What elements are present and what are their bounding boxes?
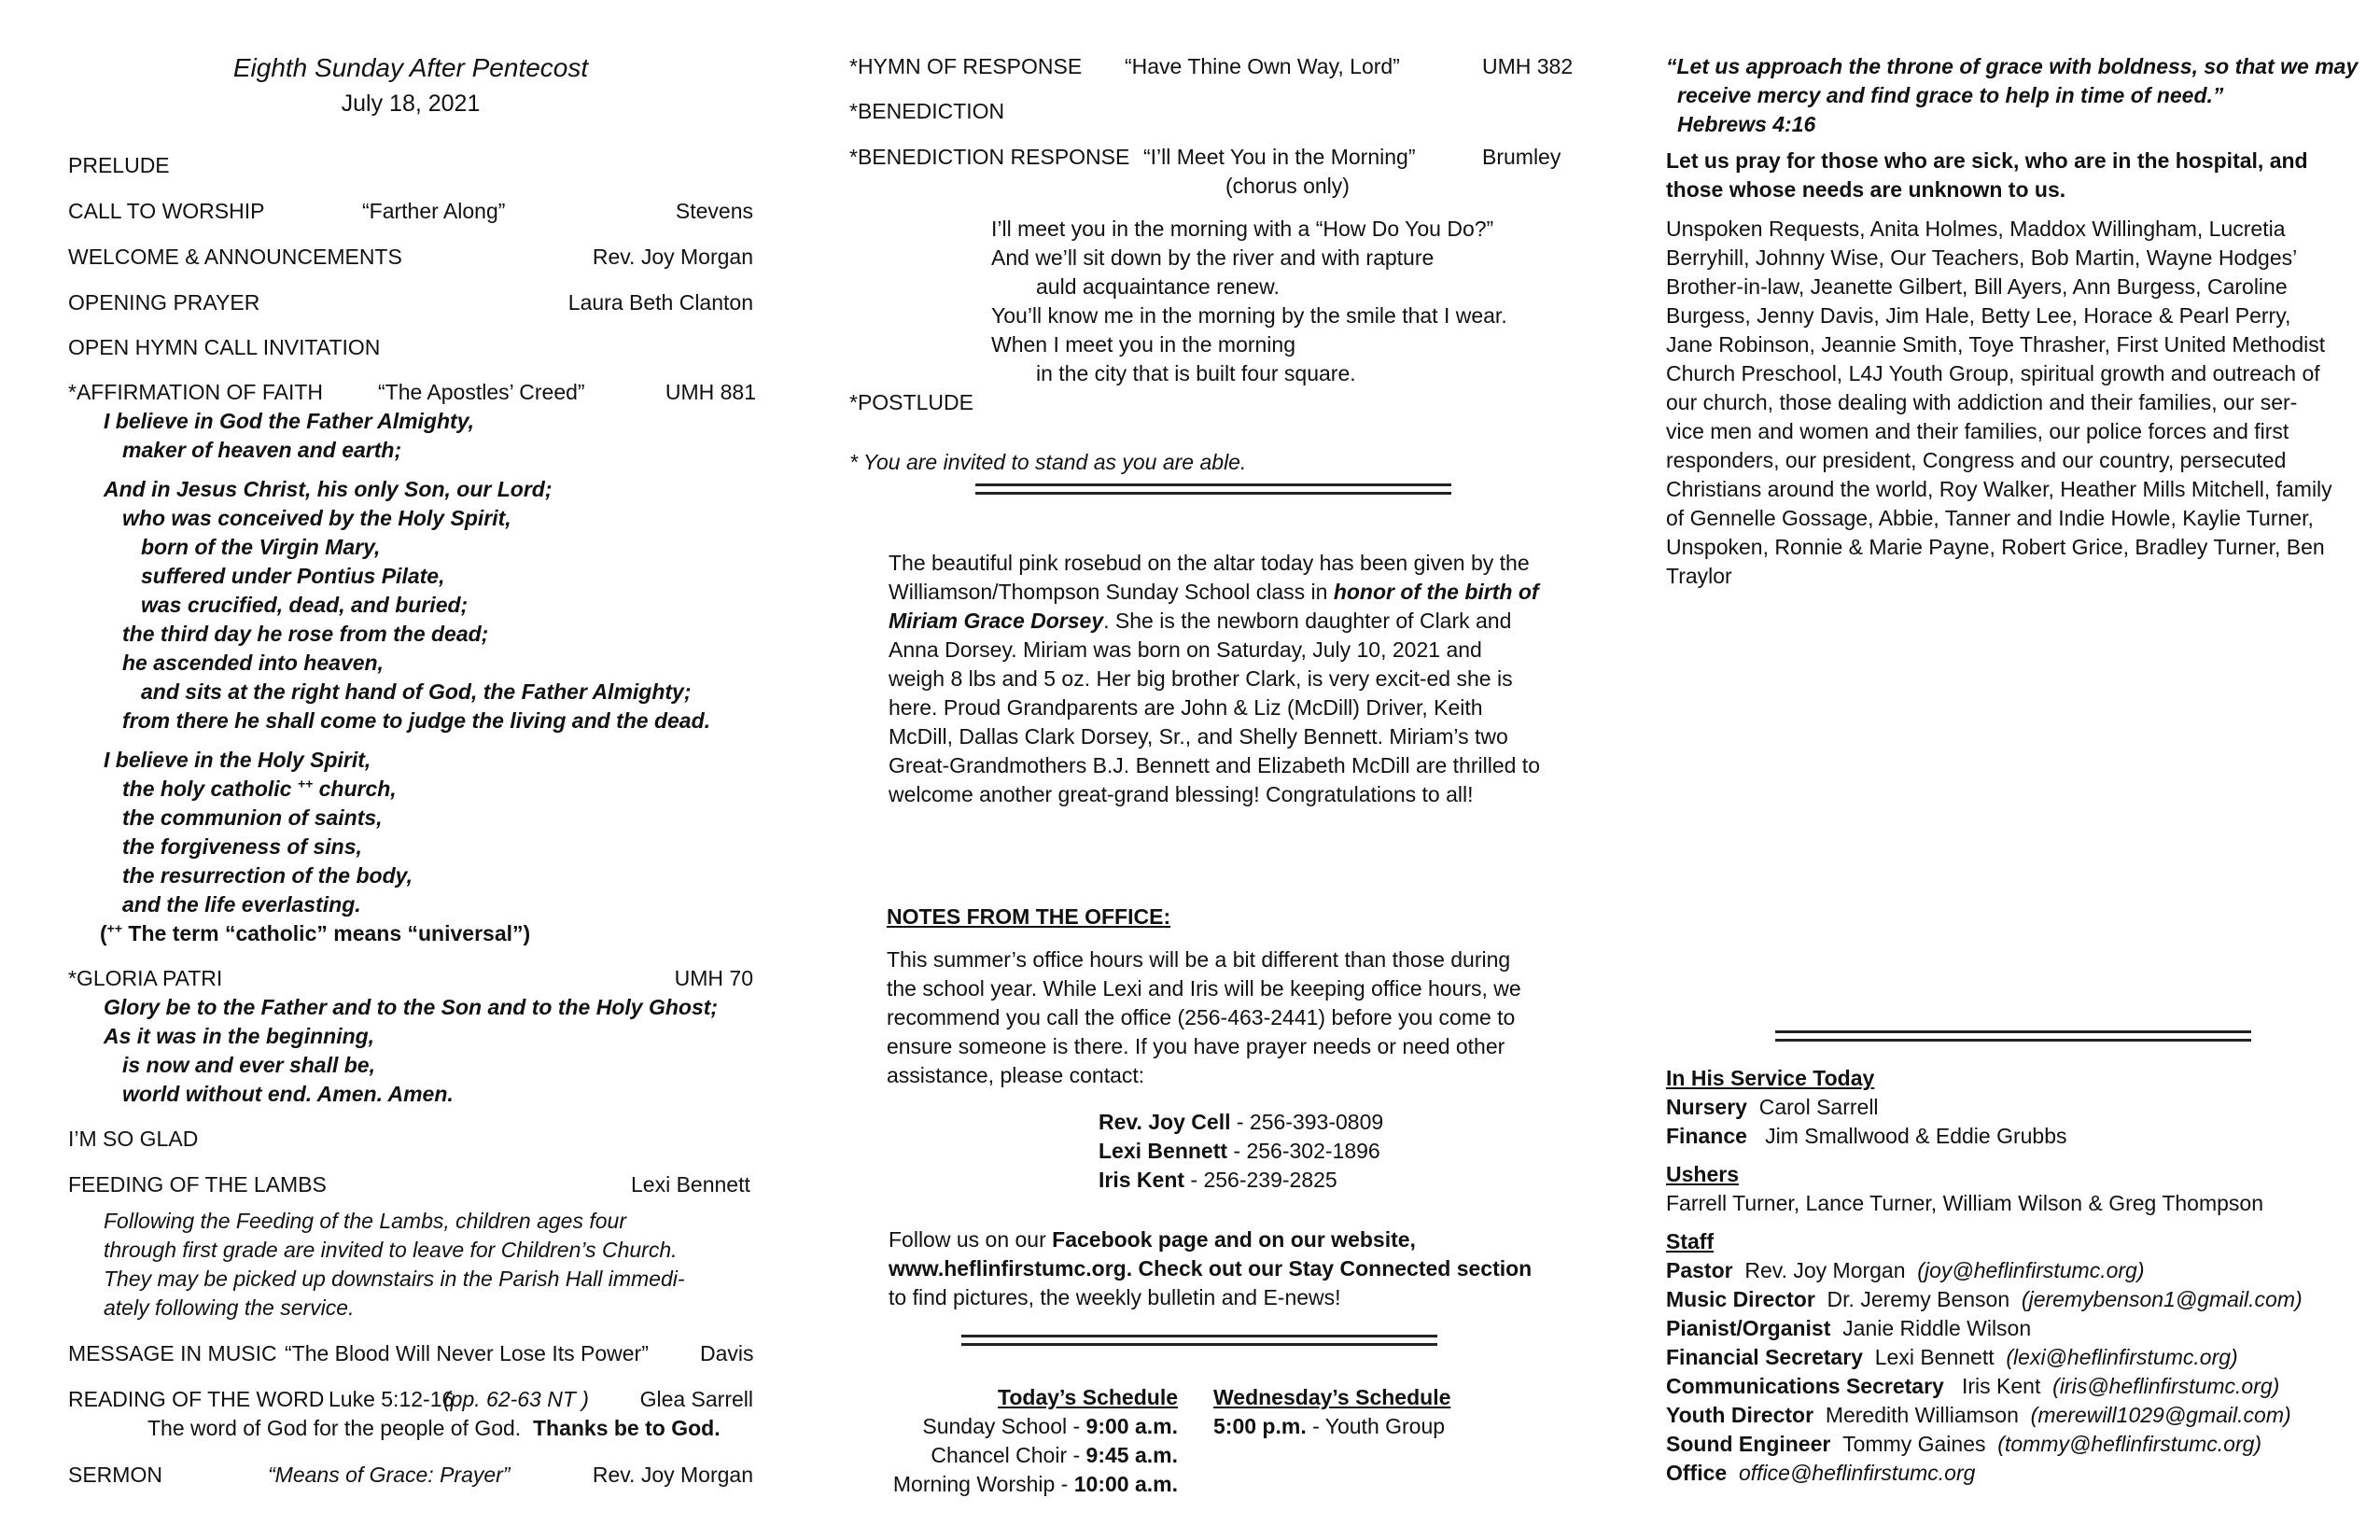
wednesday-schedule-heading: Wednesday’s Schedule [1213,1385,1451,1409]
music-composer: Davis [700,1341,754,1365]
reading-response: The word of God for the people of God. Thanks be to God. [147,1416,721,1440]
scripture-quote-line: “Let us approach the throne of grace with boldness, so that we may [1666,54,2359,78]
todays-schedule-heading: Today’s Schedule [998,1385,1178,1409]
creed-line: and sits at the right hand of God, the Father Almighty; [141,679,692,704]
creed-line: he ascended into heaven, [122,651,384,675]
staff-row: Pianist/Organist Janie Riddle Wilson [1666,1316,2032,1340]
opening-prayer-label: OPENING PRAYER [68,290,260,315]
bulletin-date: July 18, 2021 [341,91,481,117]
reading-label: READING OF THE WORD [68,1387,325,1411]
welcome-label: WELCOME & ANNOUNCEMENTS [68,245,402,269]
call-to-worship-label: CALL TO WORSHIP [68,199,265,223]
creed-line: the forgiveness of sins, [122,834,362,859]
office-notes-heading: NOTES FROM THE OFFICE: [887,904,1171,929]
staff-row: Pastor Rev. Joy Morgan (joy@heflinfirstumc.org) [1666,1258,2145,1282]
prayer-heading: Let us pray for those who are sick, who are in the hospital, and those whose needs are unknown to us. [1666,148,2308,202]
creed-line: the holy catholic ++ church, [122,776,397,801]
creed-footnote: (++ The term “catholic” means “universal”) [100,920,531,945]
staff-row: Office office@heflinfirstumc.org [1666,1461,1976,1485]
staff-row: Communications Secretary Iris Kent (iris@heflinfirstumc.org) [1666,1374,2280,1398]
affirmation-hymnal-ref: UMH 881 [665,380,756,404]
chorus-line: in the city that is built four square. [1036,361,1356,385]
schedule-row: Morning Worship - 10:00 a.m. [892,1472,1178,1496]
affirmation-title: “The Apostles’ Creed” [378,380,585,404]
divider [975,483,1451,495]
rosebud-announcement: The beautiful pink rosebud on the altar today has been given by the Williamson/Thompson Sunday School class in honor of the birth of Miriam Grace Dorsey. She is the newborn daughter of Clark and Anna Dorsey. Miriam was born on Saturday, July 10, 2021 and weigh 8 lbs and 5 oz. Her big brother Clark, is very excit-ed she is here. Proud Grandparents are John & Liz (McDill) Driver, Keith McDill, Dallas Clark Dorsey, Sr., and Shelly Bennett. Miriam’s two Great-Grandmothers B.J. Bennett and Elizabeth McDill are thrilled to welcome another great-grand blessing! Congratulations to all! [889,551,1540,806]
feeding-note-line: ately following the service. [104,1295,355,1320]
postlude-label: *POSTLUDE [849,390,973,414]
creed-line: who was conceived by the Holy Spirit, [122,506,511,530]
feeding-leader: Lexi Bennett [631,1172,750,1197]
office-notes-text: This summer’s office hours will be a bit different than those during the school year. While Lexi and Iris will be keeping office hours, we recommend you call the office (256-463-2441) before you come to ensure someone is there. If you have prayer needs or need other assistance, please contact: [887,947,1521,1087]
sermon-title: “Means of Grace: Prayer” [268,1463,511,1487]
call-to-worship-title: “Farther Along” [362,199,506,223]
benediction-response-composer: Brumley [1482,145,1561,169]
creed-line: And in Jesus Christ, his only Son, our Lord; [104,477,553,501]
chorus-line: You’ll know me in the morning by the smile that I wear. [991,303,1507,328]
chorus-line: And we’ll sit down by the river and with rapture [991,245,1435,270]
creed-line: maker of heaven and earth; [122,438,402,462]
schedule-row: Chancel Choir - 9:45 a.m. [931,1443,1178,1467]
chorus-line: I’ll meet you in the morning with a “How Do You Do?” [991,217,1494,241]
chorus-line: When I meet you in the morning [991,332,1295,357]
reading-pages: (pp. 62-63 NT ) [443,1387,589,1411]
follow-us: Follow us on our Facebook page and on our website, www.heflinfirstumc.org. Check out our Stay Connected section to find pictures, the weekly bulletin and E-news! [889,1227,1533,1309]
creed-line: I believe in the Holy Spirit, [104,748,371,772]
bulletin-title: Eighth Sunday After Pentecost [232,53,589,82]
contact-row: Rev. Joy Cell - 256-393-0809 [1099,1110,1384,1134]
benediction-response-note: (chorus only) [1225,174,1350,198]
staff-row: Music Director Dr. Jeremy Benson (jeremybenson1@gmail.com) [1666,1287,2303,1311]
schedule-row: Sunday School - 9:00 a.m. [922,1414,1178,1438]
creed-line: from there he shall come to judge the living and the dead. [122,708,711,733]
service-row: Nursery Carol Sarrell [1666,1095,1879,1119]
creed-line: the third day he rose from the dead; [122,622,489,646]
sermon-label: SERMON [68,1463,162,1487]
hymn-response-label: *HYMN OF RESPONSE [849,54,1083,78]
staff-heading: Staff [1666,1229,1715,1253]
scripture-quote-line: receive mercy and find grace to help in time of need.” [1677,83,2224,107]
benediction-label: *BENEDICTION [849,99,1005,123]
gloria-line: As it was in the beginning, [104,1024,375,1048]
prelude-label: PRELUDE [68,153,170,177]
staff-row: Youth Director Meredith Williamson (merewill1029@gmail.com) [1666,1403,2291,1427]
affirmation-label: *AFFIRMATION OF FAITH [68,380,324,404]
call-to-worship-leader: Stevens [675,199,753,223]
creed-line: suffered under Pontius Pilate, [141,564,445,588]
scripture-reference: Hebrews 4:16 [1677,112,1816,136]
benediction-response-label: *BENEDICTION RESPONSE [849,145,1130,169]
stand-note: * You are invited to stand as you are able. [849,450,1247,474]
sermon-leader: Rev. Joy Morgan [592,1463,753,1487]
creed-line: the resurrection of the body, [122,863,413,888]
welcome-leader: Rev. Joy Morgan [592,245,753,269]
prayer-list: Unspoken Requests, Anita Holmes, Maddox Willingham, Lucretia Berryhill, Johnny Wise, Our Teachers, Bob Martin, Wayne Hodges’ Brother-in-law, Jeanette Gilbert, Bill Ayers, Ann Burgess, Caroline Burgess, Jenny Davis, Jim Hale, Betty Lee, Horace & Pearl Perry, Jane Robinson, Jeannie Smith, Toye Thrasher, First United Methodist Church Preschool, L4J Youth Group, spiritual growth and outreach of our church, those dealing with addiction and their families, our ser-vice men and women and their families, our police forces and first responders, our president, Congress and our country, persecuted Christians around the world, Roy Walker, Heather Mills Mitchell, family of Gennelle Gossage, Abbie, Tanner and Indie Howle, Kaylie Turner, Unspoken, Ronnie & Marie Payne, Robert Grice, Bradley Turner, Ben Traylor [1666,217,2332,588]
gloria-line: is now and ever shall be, [122,1053,375,1077]
music-title: “The Blood Will Never Lose Its Power” [285,1341,649,1365]
feeding-note-line: Following the Feeding of the Lambs, children ages four [104,1209,626,1233]
footnote-mark: ++ [297,776,314,791]
contact-row: Iris Kent - 256-239-2825 [1099,1168,1337,1192]
reading-ref: Luke 5:12-16 [329,1387,455,1411]
divider [961,1335,1437,1346]
hymn-response-title: “Have Thine Own Way, Lord” [1125,54,1400,78]
creed-line: born of the Virgin Mary, [141,535,381,559]
benediction-response-title: “I’ll Meet You in the Morning” [1143,145,1416,169]
staff-row: Financial Secretary Lexi Bennett (lexi@heflinfirstumc.org) [1666,1345,2238,1369]
opening-prayer-leader: Laura Beth Clanton [567,290,753,315]
creed-line: I believe in God the Father Almighty, [104,409,475,433]
ushers-list: Farrell Turner, Lance Turner, William Wilson & Greg Thompson [1666,1191,2263,1215]
music-label: MESSAGE IN MUSIC [68,1341,277,1365]
feeding-label: FEEDING OF THE LAMBS [68,1172,327,1197]
reading-leader: Glea Sarrell [639,1387,753,1411]
creed-line: the communion of saints, [122,805,383,830]
divider [1775,1030,2251,1042]
creed-line: and the life everlasting. [122,892,361,917]
open-hymn-label: OPEN HYMN CALL INVITATION [68,335,381,359]
feeding-note-line: through first grade are invited to leave for Children’s Church. [104,1238,678,1262]
gloria-patri-label: *GLORIA PATRI [68,966,223,990]
service-row: Finance Jim Smallwood & Eddie Grubbs [1666,1124,2067,1148]
so-glad-label: I’M SO GLAD [68,1127,199,1151]
creed-line: was crucified, dead, and buried; [141,593,469,617]
service-heading: In His Service Today [1666,1066,1875,1090]
gloria-line: Glory be to the Father and to the Son and to the Holy Ghost; [104,995,719,1019]
gloria-patri-hymnal-ref: UMH 70 [674,966,753,990]
chorus-line: auld acquaintance renew. [1036,274,1280,299]
ushers-heading: Ushers [1666,1162,1739,1186]
staff-row: Sound Engineer Tommy Gaines (tommy@heflinfirstumc.org) [1666,1432,2262,1456]
feeding-note-line: They may be picked up downstairs in the Parish Hall immedi- [104,1267,685,1291]
contact-row: Lexi Bennett - 256-302-1896 [1099,1139,1380,1163]
gloria-line: world without end. Amen. Amen. [122,1082,454,1106]
schedule-row: 5:00 p.m. - Youth Group [1213,1414,1446,1438]
hymn-response-ref: UMH 382 [1482,54,1574,78]
